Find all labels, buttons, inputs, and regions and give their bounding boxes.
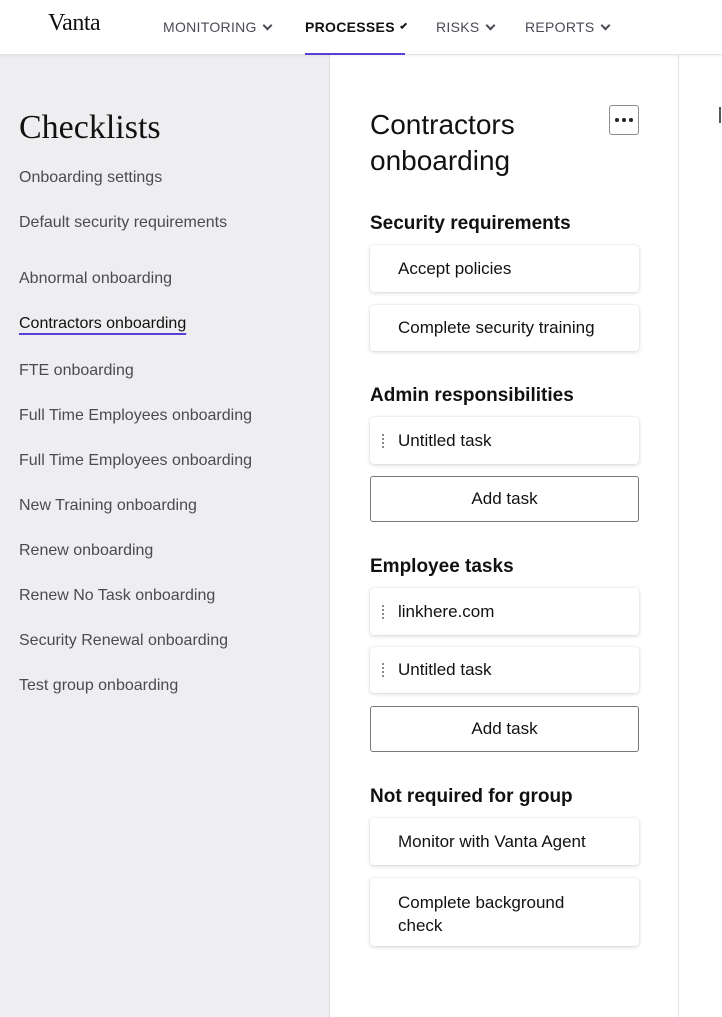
page-title: Checklists (19, 109, 161, 146)
nav-processes-label: PROCESSES (305, 19, 395, 35)
sidebar-item-fte-onboarding[interactable]: FTE onboarding (19, 362, 134, 379)
detail-panel-edge (678, 55, 722, 1017)
task-card[interactable] (370, 417, 639, 464)
nav-reports[interactable] (525, 19, 609, 55)
task-card[interactable] (370, 878, 639, 946)
checklists-sidebar (0, 55, 330, 1017)
add-task-button[interactable]: Add task (370, 706, 639, 752)
chevron-down-icon (485, 21, 495, 31)
clipped-text-fragment (719, 107, 721, 123)
ellipsis-dot (629, 118, 633, 122)
checklist-title: Contractors onboarding (370, 109, 515, 176)
nav-risks[interactable] (436, 19, 494, 55)
nav-monitoring-label: MONITORING (163, 19, 257, 35)
nav-risks-label: RISKS (436, 19, 480, 35)
task-card[interactable] (370, 818, 639, 865)
sidebar-item-full-time-employees-onboarding-2[interactable]: Full Time Employees onboarding (19, 452, 253, 469)
section-heading-employee-tasks: Employee tasks (370, 556, 514, 577)
sidebar-item-security-renewal-onboarding[interactable]: Security Renewal onboarding (19, 632, 229, 649)
sidebar-item-abnormal-onboarding[interactable]: Abnormal onboarding (19, 270, 172, 287)
checklist-panel (330, 55, 678, 1017)
sidebar-item-default-security-requirements[interactable]: Default security requirements (19, 214, 228, 231)
vanta-logo[interactable]: Vanta (48, 10, 101, 36)
sidebar-item-test-group-onboarding[interactable]: Test group onboarding (19, 677, 179, 694)
task-card[interactable] (370, 647, 639, 693)
task-label: Accept policies (398, 258, 512, 278)
task-label: Untitled task (398, 660, 492, 679)
section-heading-not-required-for-group: Not required for group (370, 786, 573, 807)
chevron-down-icon (400, 22, 407, 29)
sidebar-item-onboarding-settings[interactable]: Onboarding settings (19, 169, 163, 186)
sidebar-item-new-training-onboarding[interactable]: New Training onboarding (19, 497, 197, 514)
sidebar-item-full-time-employees-onboarding[interactable]: Full Time Employees onboarding (19, 407, 253, 424)
task-card[interactable] (370, 305, 639, 351)
task-card[interactable] (370, 245, 639, 292)
ellipsis-dot (622, 118, 626, 122)
section-heading-security-requirements: Security requirements (370, 213, 571, 234)
drag-handle-icon[interactable] (382, 663, 384, 677)
task-label: Complete background check (398, 893, 565, 935)
sidebar-item-renew-no-task-onboarding[interactable]: Renew No Task onboarding (19, 587, 216, 604)
drag-handle-icon[interactable] (382, 605, 384, 619)
top-nav (0, 0, 722, 55)
task-label: linkhere.com (398, 601, 495, 621)
chevron-down-icon (262, 21, 272, 31)
nav-monitoring[interactable] (163, 19, 271, 55)
more-options-button[interactable] (609, 105, 639, 135)
task-card[interactable] (370, 588, 639, 635)
ellipsis-icon (615, 118, 619, 122)
chevron-down-icon (600, 21, 610, 31)
task-label: Monitor with Vanta Agent (398, 831, 586, 851)
task-label: Untitled task (398, 430, 492, 450)
task-label: Complete security training (398, 318, 595, 337)
sidebar-item-contractors-onboarding[interactable]: Contractors onboarding (19, 315, 187, 332)
nav-processes[interactable] (305, 19, 405, 55)
drag-handle-icon[interactable] (382, 434, 384, 448)
sidebar-item-renew-onboarding[interactable]: Renew onboarding (19, 542, 154, 559)
nav-reports-label: REPORTS (525, 19, 595, 35)
add-task-button[interactable]: Add task (370, 476, 639, 522)
section-heading-admin-responsibilities: Admin responsibilities (370, 385, 574, 406)
